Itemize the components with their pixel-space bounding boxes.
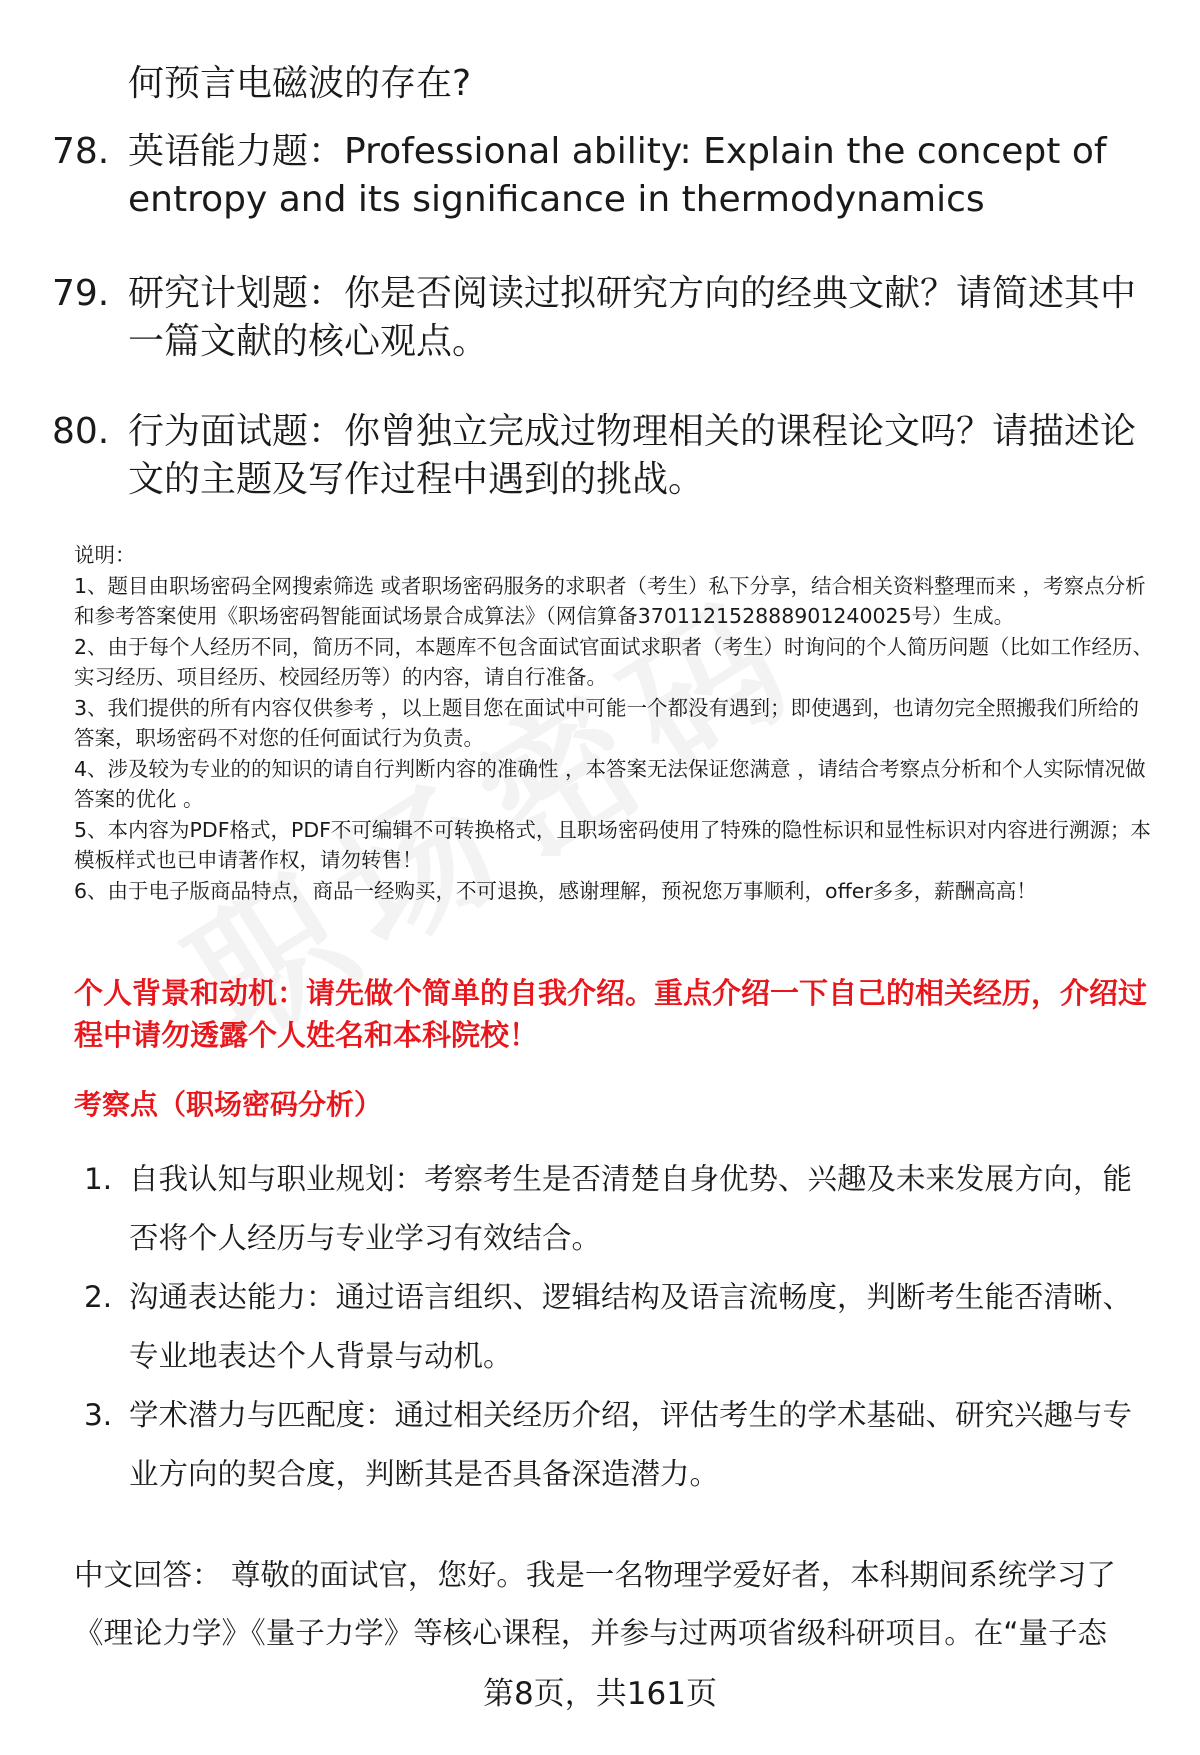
point-text: 学术潜力与匹配度：通过相关经历介绍，评估考生的学术基础、研究兴趣与专业方向的契合度，判断其是否具备深造潜力。	[129, 1398, 1133, 1491]
analysis-points	[84, 1150, 1154, 1504]
notes-section	[74, 540, 1154, 906]
analysis-point	[84, 1150, 1154, 1268]
note-item: 3、我们提供的所有内容仅供参考 ，以上题目您在面试中可能一个都没有遇到；即使遇到，也请勿完全照搬我们所给的答案，职场密码不对您的任何面试行为负责。	[74, 695, 1140, 750]
analysis-point	[84, 1268, 1154, 1386]
section-heading: 个人背景和动机：请先做个简单的自我介绍。重点介绍一下自己的相关经历，介绍过程中请勿透露个人姓名和本科院校！	[74, 976, 1148, 1052]
page-number: 第8页，共161页	[483, 1676, 717, 1712]
point-number: 3.	[84, 1398, 113, 1432]
point-text: 自我认知与职业规划：考察考生是否清楚自身优势、兴趣及未来发展方向，能否将个人经历与专业学习有效结合。	[129, 1162, 1133, 1255]
question-text: 研究计划题：你是否阅读过拟研究方向的经典文献？请简述其中一篇文献的核心观点。	[128, 273, 1137, 362]
note-item: 1、题目由职场密码全网搜索筛选 或者职场密码服务的求职者（考生）私下分享，结合相关资料整理而来 ，考察点分析和参考答案使用《职场密码智能面试场景合成算法》（网信算备370112152888901240025号）生成。	[74, 573, 1146, 628]
note-item: 4、涉及较为专业的的知识的请自行判断内容的准确性 ，本答案无法保证您满意 ，请结合考察点分析和个人实际情况做答案的优化 。	[74, 756, 1146, 811]
analysis-point	[84, 1386, 1154, 1504]
note-item: 2、由于每个人经历不同，简历不同，本题库不包含面试官面试求职者（考生）时询问的个人简历问题（比如工作经历、实习经历、项目经历、校园经历等）的内容，请自行准备。	[74, 634, 1154, 689]
chinese-answer: 中文回答： 尊敬的面试官，您好。我是一名物理学爱好者，本科期间系统学习了《理论力学》《量子力学》等核心课程，并参与过两项省级科研项目。在“量子态	[74, 1558, 1116, 1650]
question-text: 英语能力题：Professional ability: Explain the concept of entropy and its significance in thermodynamics	[128, 131, 1107, 220]
point-text: 沟通表达能力：通过语言组织、逻辑结构及语言流畅度，判断考生能否清晰、专业地表达个人背景与动机。	[129, 1280, 1133, 1373]
question-number: 79.	[52, 273, 110, 314]
question-text: 何预言电磁波的存在?	[128, 63, 472, 104]
note-item: 6、由于电子版商品特点，商品一经购买，不可退换，感谢理解，预祝您万事顺利，offer多多，薪酬高高！	[74, 878, 1037, 903]
note-item: 5、本内容为PDF格式，PDF不可编辑不可转换格式，且职场密码使用了特殊的隐性标识和显性标识对内容进行溯源；本模板样式也已申请著作权，请勿转售！	[74, 817, 1151, 872]
question-text: 行为面试题：你曾独立完成过物理相关的课程论文吗？请描述论文的主题及写作过程中遇到的挑战。	[128, 411, 1137, 500]
analysis-subheading: 考察点（职场密码分析）	[74, 1088, 383, 1121]
question-number: 80.	[52, 411, 110, 452]
point-number: 1.	[84, 1162, 113, 1196]
question-number: 78.	[52, 131, 110, 172]
point-number: 2.	[84, 1280, 113, 1314]
notes-title: 说明：	[74, 543, 136, 567]
